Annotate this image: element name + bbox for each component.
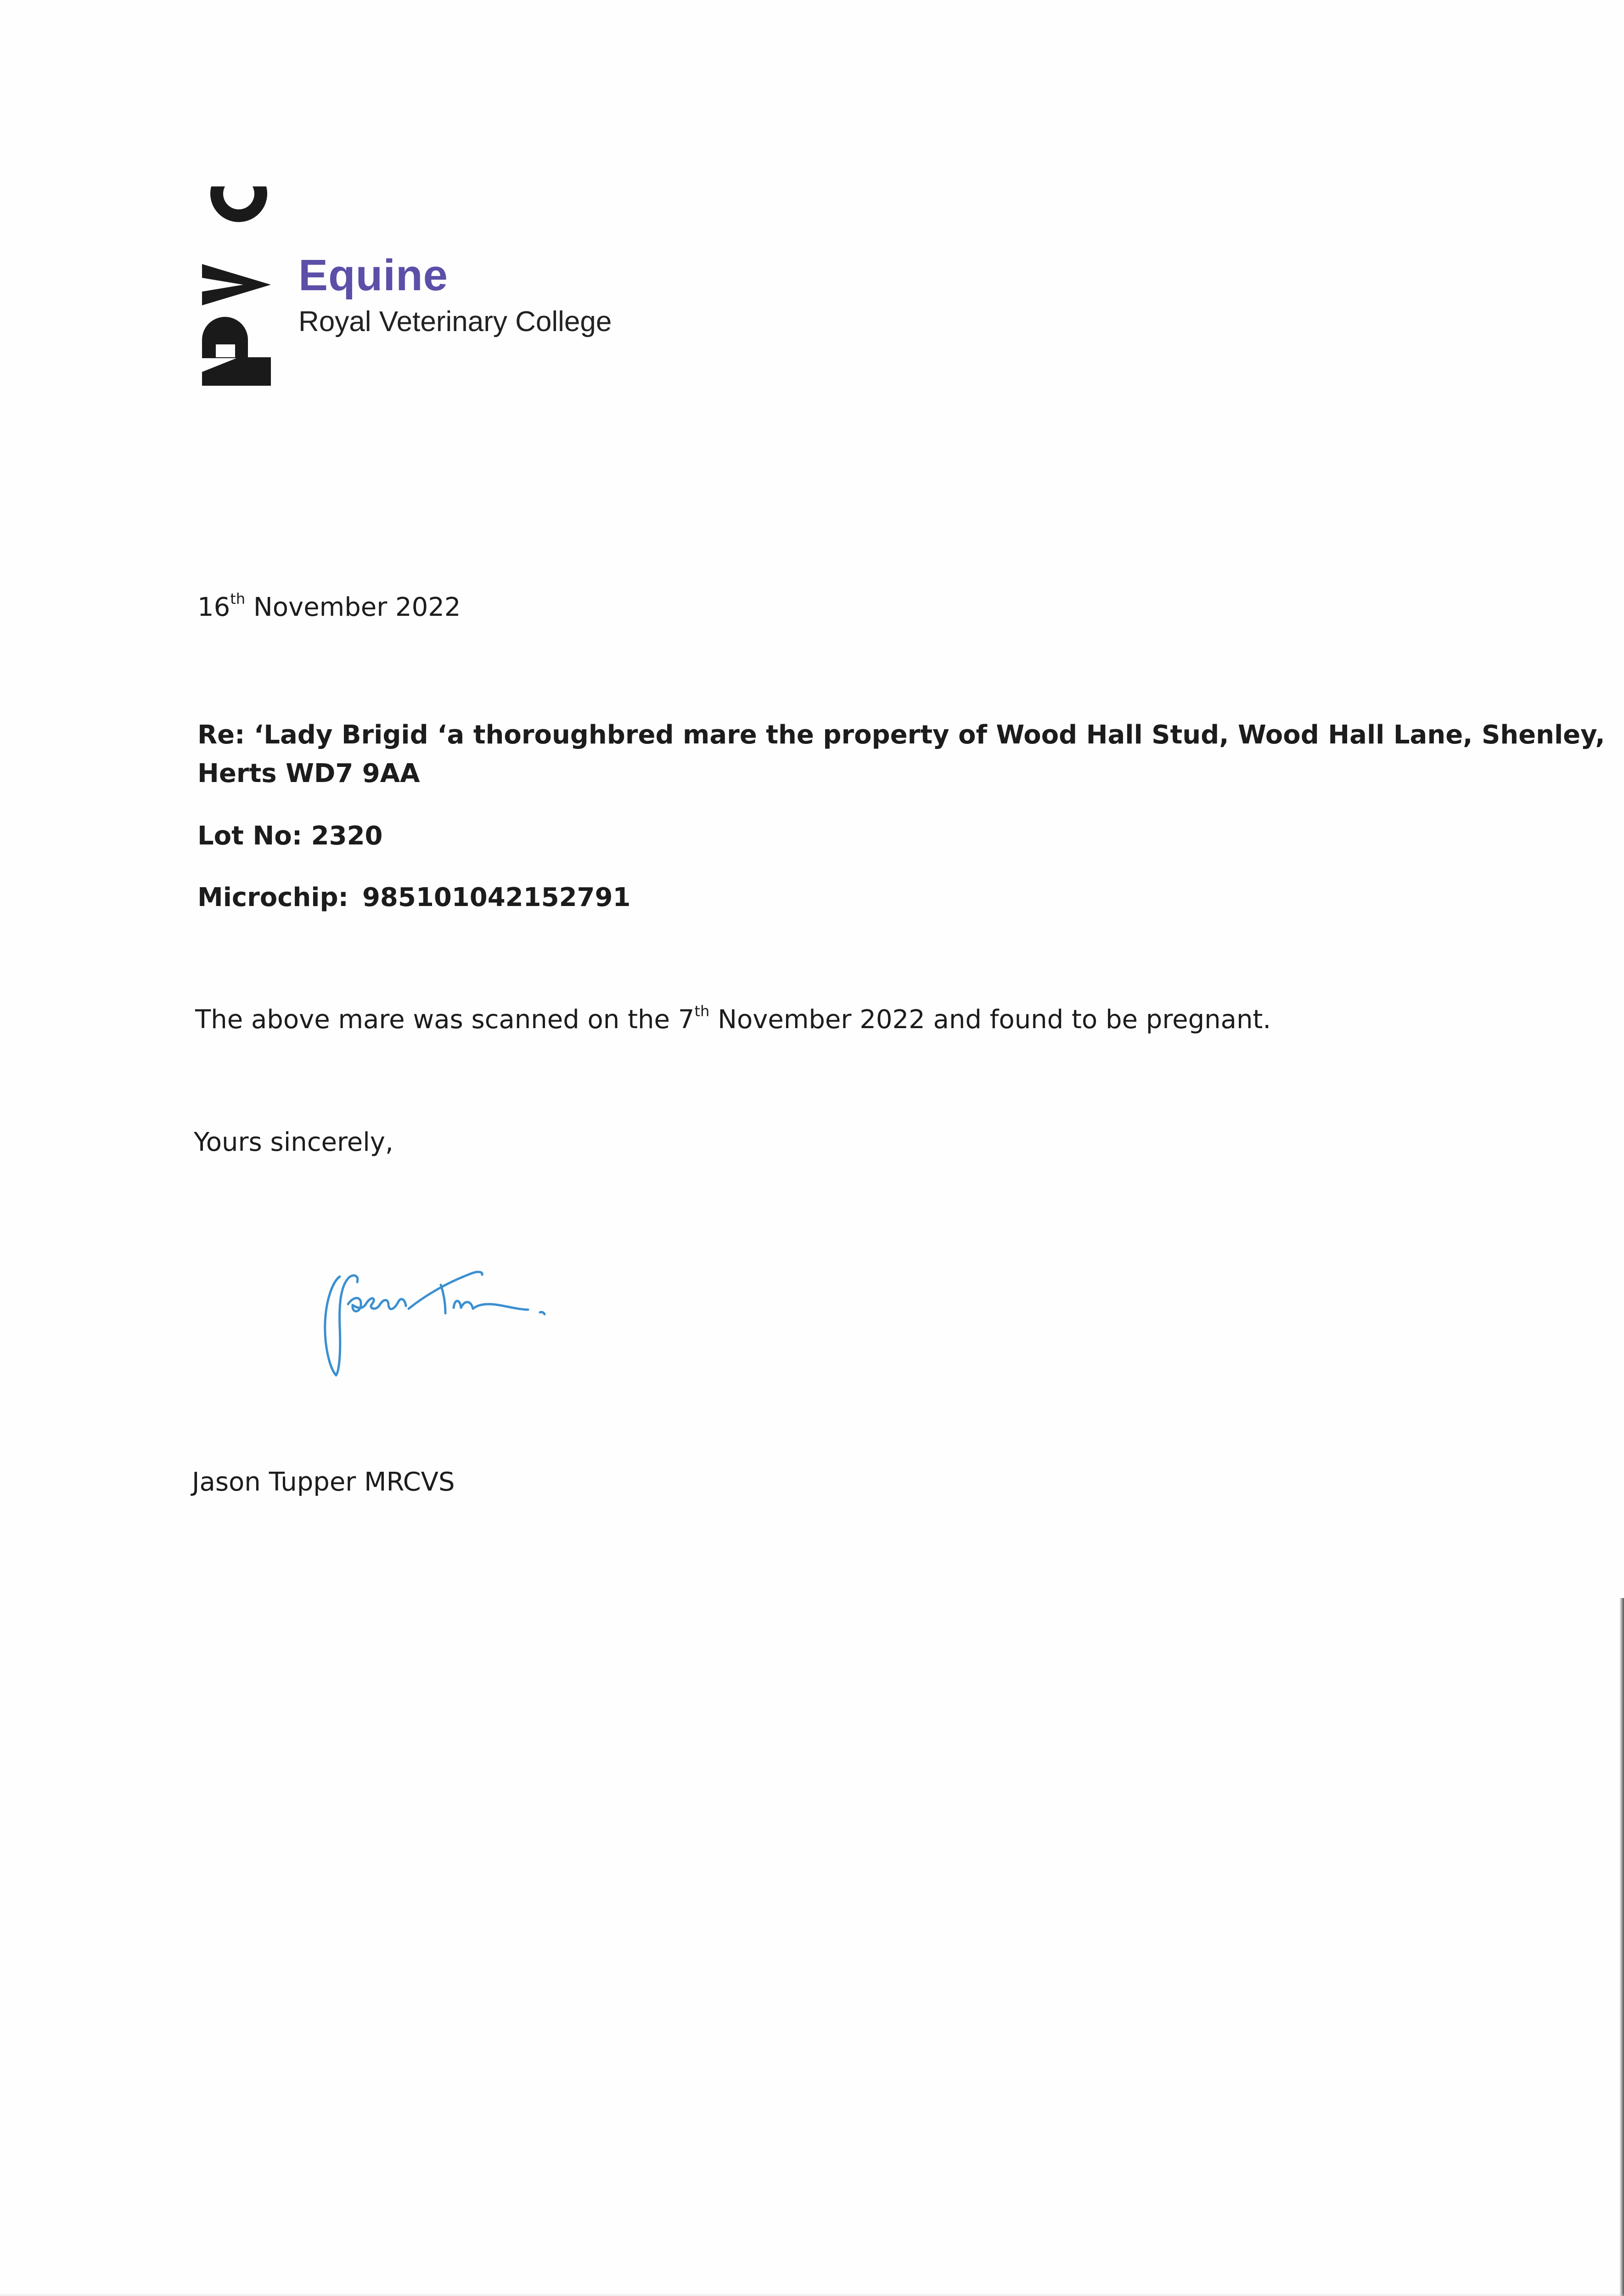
logo-division-name: Equine xyxy=(298,251,449,300)
signer-name: Jason Tupper MRCVS xyxy=(192,1467,455,1497)
logo-institution-name: Royal Veterinary College xyxy=(298,306,612,338)
statement-after: November 2022 and found to be pregnant. xyxy=(709,1005,1271,1035)
rvc-equine-logo xyxy=(193,174,652,390)
microchip-label: Microchip: xyxy=(197,883,348,912)
lot-number: Lot No: 2320 xyxy=(197,821,383,851)
closing-salutation: Yours sincerely, xyxy=(194,1127,393,1157)
letter-date xyxy=(197,592,461,622)
scan-bottom-edge xyxy=(0,2293,1624,2296)
handwritten-signature xyxy=(308,1249,565,1391)
subject-line-1: Re: ‘Lady Brigid ‘a thoroughbred mare the property of Wood Hall Stud, Wood Hall Lane, Shenley, xyxy=(197,720,1605,750)
scan-edge-artifact xyxy=(1619,1598,1624,2296)
scan-statement xyxy=(195,1002,1271,1035)
subject-line-2: Herts WD7 9AA xyxy=(197,759,420,788)
rvc-logo-mark xyxy=(193,174,285,390)
statement-before: The above mare was scanned on the 7 xyxy=(195,1005,695,1035)
statement-ordinal: th xyxy=(694,1002,710,1020)
date-day: 16 xyxy=(197,592,230,622)
microchip-number: 985101042152791 xyxy=(362,883,631,912)
date-month-year: November 2022 xyxy=(253,592,461,622)
microchip-line xyxy=(197,883,630,912)
date-ordinal: th xyxy=(230,590,246,608)
